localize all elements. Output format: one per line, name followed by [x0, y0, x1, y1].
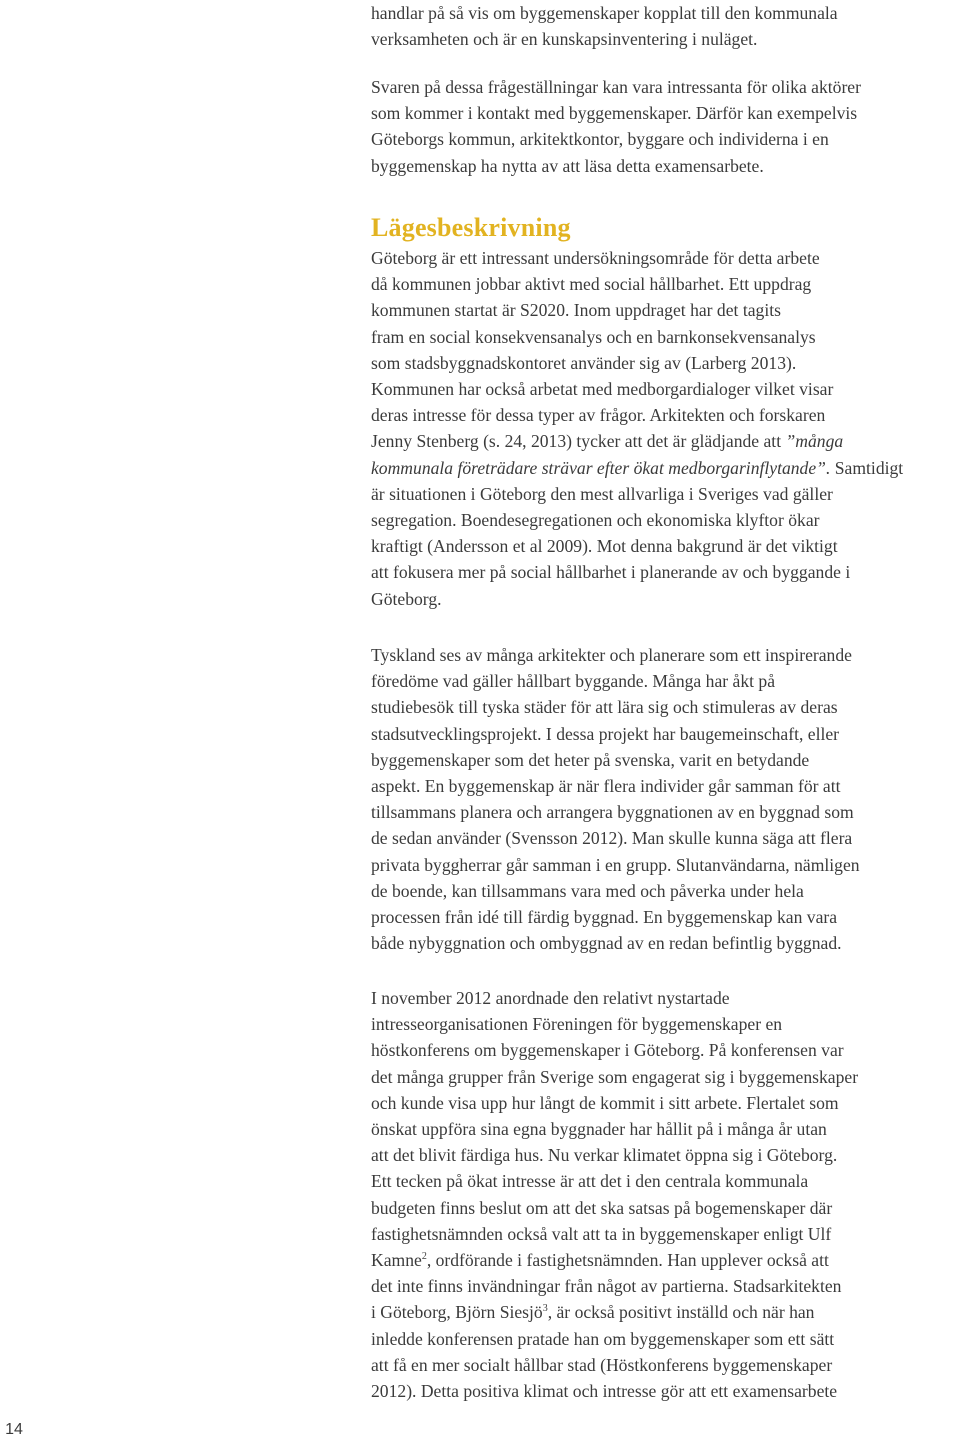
- text-line: studiebesök till tyska städer för att lära sig och stimuleras av deras: [371, 697, 838, 718]
- page-number: 14: [5, 1421, 23, 1438]
- text-line: Ett tecken på ökat intresse är att det i den centrala kommunala: [371, 1171, 809, 1192]
- text-line: fram en social konsekvensanalys och en barnkonsekvensanalys: [371, 326, 816, 347]
- text-line: och kunde visa upp hur långt de kommit i sitt arbete. Flertalet som: [371, 1092, 839, 1113]
- text-line: att få en mer socialt hållbar stad (Höstkonferens byggemenskaper: [371, 1354, 833, 1375]
- text-line: de sedan använder (Svensson 2012). Man skulle kunna säga att flera: [371, 828, 853, 849]
- text-line: 2012). Detta positiva klimat och intresse gör att ett examensarbete: [371, 1381, 838, 1402]
- text-line: tillsammans planera och arrangera byggnationen av en byggnad som: [371, 802, 854, 823]
- text-line: budgeten finns beslut om att det ska satsas på bogemenskaper där: [371, 1197, 833, 1218]
- text-line: föredöme vad gäller hållbart byggande. Många har åkt på: [371, 671, 776, 692]
- text-line: Göteborg.: [371, 588, 442, 609]
- text-run: Jenny Stenberg (s. 24, 2013) tycker att det är glädjande att: [371, 431, 786, 452]
- footnote-marker: 2: [421, 1251, 427, 1263]
- text-line: det många grupper från Sverige som engagerat sig i byggemenskaper: [371, 1066, 859, 1087]
- text-line: kommunen startat är S2020. Inom uppdraget har det tagits: [371, 300, 781, 321]
- text-line: både nybyggnation och ombyggnad av en redan befintlig byggnad.: [371, 933, 842, 954]
- text-line: verksamheten och är en kunskapsinventering i nuläget.: [371, 29, 758, 50]
- text-line: att det blivit färdiga hus. Nu verkar klimatet öppna sig i Göteborg.: [371, 1145, 838, 1166]
- text-line: deras intresse för dessa typer av frågor. Arkitekten och forskaren: [371, 405, 826, 426]
- text-line: kraftigt (Andersson et al 2009). Mot denna bakgrund är det viktigt: [371, 536, 838, 557]
- text-run: Samtidigt: [830, 457, 904, 478]
- text-run: Kamne: [371, 1250, 422, 1271]
- text-run: , ordförande i fastighetsnämnden. Han upplever också att: [426, 1250, 829, 1271]
- text-line: handlar på så vis om byggemenskaper kopplat till den kommunala: [371, 3, 838, 23]
- text-line: processen från idé till färdig byggnad. En byggemenskap kan vara: [371, 907, 838, 928]
- text-line: Svaren på dessa frågeställningar kan vara intressanta för olika aktörer: [371, 77, 861, 97]
- text-line: Göteborgs kommun, arkitektkontor, byggare och individerna i en: [371, 129, 829, 150]
- text-line: [371, 428, 903, 454]
- text-line: intresseorganisationen Föreningen för byggemenskaper en: [371, 1014, 783, 1035]
- text-run: , är också positivt inställd och när han: [547, 1302, 815, 1323]
- text-line: fastighetsnämnden också valt att ta in byggemenskaper enligt Ulf: [371, 1223, 832, 1244]
- text-line: Tyskland ses av många arkitekter och planerare som ett inspirerande: [371, 645, 852, 665]
- text-line: Göteborg är ett intressant undersökningsområde för detta arbete: [371, 248, 820, 268]
- text-line: I november 2012 anordnade den relativt nystartade: [371, 988, 730, 1008]
- text-line: stadsutvecklingsprojekt. I dessa projekt har baugemeinschaft, eller: [371, 723, 840, 744]
- text-line: [371, 455, 903, 481]
- footnote-marker: 3: [542, 1303, 548, 1315]
- text-line: [371, 1247, 858, 1273]
- text-line: att fokusera mer på social hållbarhet i planerande av och byggande i: [371, 562, 851, 583]
- text-line: privata byggherrar går samman i en grupp. Slutanvändarna, nämligen: [371, 854, 860, 875]
- text-run: i Göteborg, Björn Siesjö: [371, 1302, 543, 1323]
- text-line: inledde konferensen pratade han om byggemenskaper som ett sätt: [371, 1328, 835, 1349]
- text-line: byggemenskaper som det heter på svenska, varit en betydande: [371, 749, 810, 770]
- paragraph-answers: [371, 74, 861, 179]
- text-line: då kommunen jobbar aktivt med social hållbarhet. Ett uppdrag: [371, 274, 812, 295]
- section-heading: Lägesbeskrivning: [371, 213, 571, 242]
- paragraph-intro-continued: [371, 0, 838, 52]
- text-line: höstkonferens om byggemenskaper i Göteborg. På konferensen var: [371, 1040, 844, 1061]
- text-line: önskat uppföra sina egna byggnader har hållit på i många år utan: [371, 1119, 827, 1140]
- text-line: aspekt. En byggemenskap är när flera individer går samman för att: [371, 776, 841, 797]
- quotation: kommunala företrädare strävar efter ökat medborgarinflytande”.: [371, 457, 831, 478]
- paragraph-conference: [371, 985, 858, 1404]
- text-line: [371, 1299, 858, 1325]
- text-line: byggemenskap ha nytta av att läsa detta examensarbete.: [371, 155, 764, 176]
- text-line: det inte finns invändningar från något av partierna. Stadsarkitekten: [371, 1276, 842, 1297]
- quotation: ”många: [785, 431, 844, 452]
- text-line: som stadsbyggnadskontoret använder sig av (Larberg 2013).: [371, 352, 797, 373]
- paragraph-germany: [371, 642, 860, 956]
- text-line: Kommunen har också arbetat med medborgardialoger vilket visar: [371, 379, 834, 400]
- text-line: segregation. Boendesegregationen och ekonomiska klyftor ökar: [371, 510, 820, 531]
- text-line: är situationen i Göteborg den mest allvarliga i Sveriges vad gäller: [371, 483, 833, 504]
- text-line: de boende, kan tillsammans vara med och påverka under hela: [371, 880, 804, 901]
- paragraph-situation: [371, 245, 903, 612]
- text-line: som kommer i kontakt med byggemenskaper. Därför kan exempelvis: [371, 103, 858, 124]
